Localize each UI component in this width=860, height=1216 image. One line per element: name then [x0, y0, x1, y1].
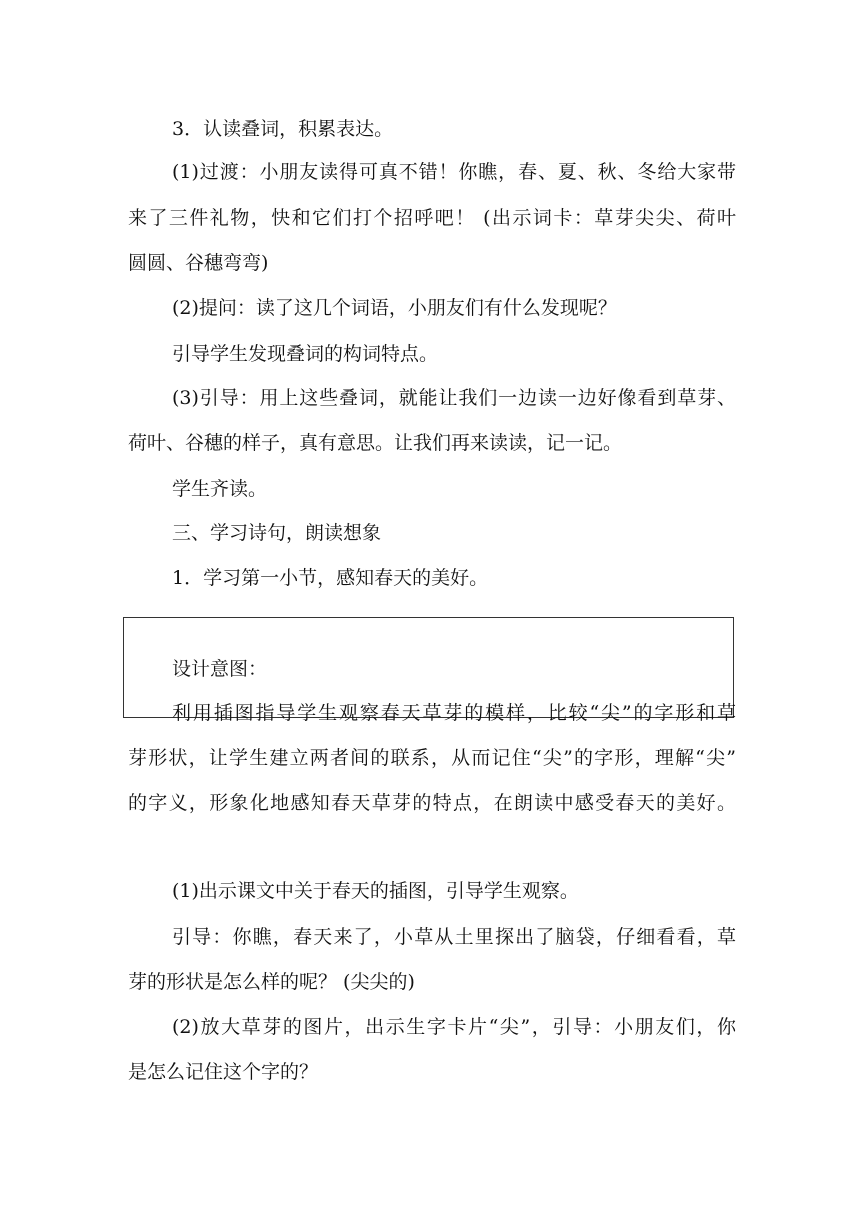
paragraph-transition-line2: 来了三件礼物，快和它们打个招呼吧！ (出示词卡：草芽尖尖、荷叶: [128, 207, 736, 229]
paragraph-question: (2)提问：读了这几个词语，小朋友们有什么发现呢？: [172, 297, 617, 319]
step-character-card-line1: (2)放大草芽的图片，出示生字卡片“尖”，引导：小朋友们，你: [172, 1016, 736, 1038]
sub-heading: 1．学习第一小节，感知春天的美好。: [172, 567, 489, 589]
paragraph-transition-line3: 圆圆、谷穗弯弯): [128, 252, 269, 274]
part-heading: 三、学习诗句，朗读想象: [172, 522, 382, 544]
design-intent-line2: 芽形状，让学生建立两者间的联系，从而记住“尖”的字形，理解“尖”: [128, 747, 736, 769]
paragraph-transition-line1: (1)过渡：小朋友读得可真不错！你瞧，春、夏、秋、冬给大家带: [172, 161, 736, 183]
step-guide-line2: 芽的形状是怎么样的呢？ (尖尖的): [128, 971, 415, 993]
paragraph-student-action: 学生齐读。: [172, 478, 268, 500]
step-guide-line1: 引导：你瞧，春天来了，小草从土里探出了脑袋，仔细看看，草: [172, 926, 736, 948]
step-character-card-line2: 是怎么记住这个字的？: [128, 1061, 319, 1083]
design-intent-line3: 的字义，形象化地感知春天草芽的特点，在朗读中感受春天的美好。: [128, 792, 736, 814]
design-intent-title: 设计意图：: [172, 658, 268, 680]
paragraph-guide: 引导学生发现叠词的构词特点。: [172, 343, 439, 365]
paragraph-guide-reduplication-line1: (3)引导：用上这些叠词，就能让我们一边读一边好像看到草芽、: [172, 387, 736, 409]
section-heading: 3．认读叠词，积累表达。: [172, 118, 394, 140]
design-intent-line1: 利用插图指导学生观察春天草芽的模样，比较“尖”的字形和草: [172, 702, 736, 724]
step-observe: (1)出示课文中关于春天的插图，引导学生观察。: [172, 880, 579, 902]
paragraph-guide-reduplication-line2: 荷叶、谷穗的样子，真有意思。让我们再来读读，记一记。: [128, 432, 623, 454]
